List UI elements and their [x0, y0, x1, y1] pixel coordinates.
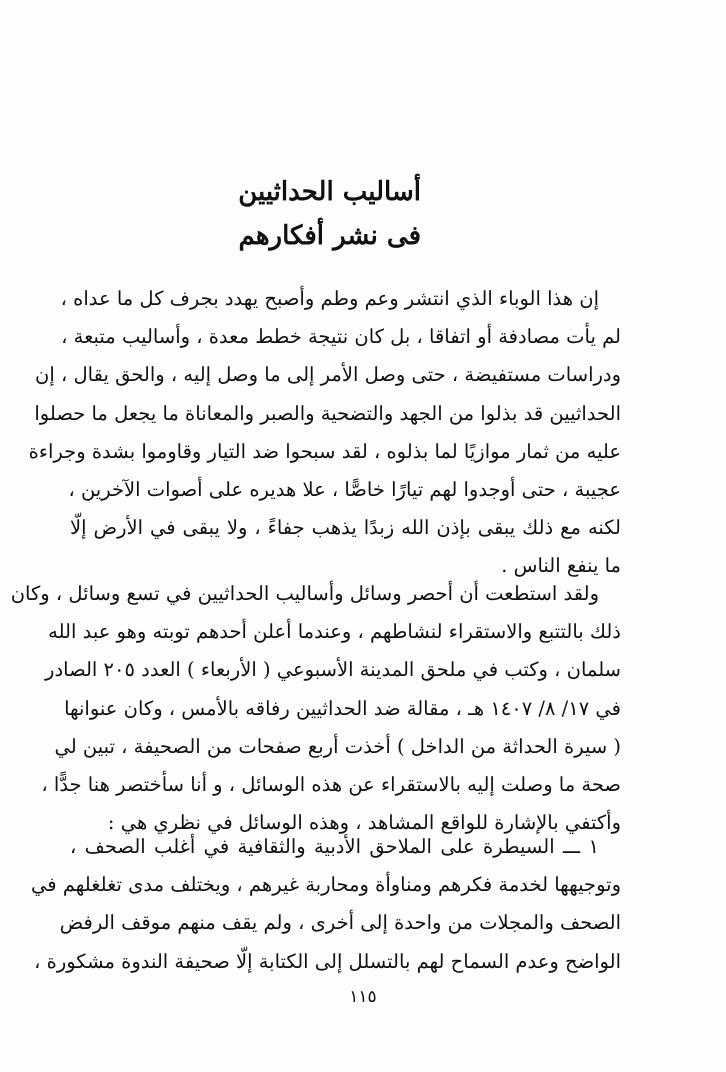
- text-line: إن هذا الوباء الذي انتشر وعم وطم وأصبح يهدد بجرف كل ما عداه ،: [60, 287, 599, 310]
- paragraph-3: [31, 828, 621, 981]
- text-line: عليه من ثمار موازيًا لما بذلوه ، لقد سبحوا ضد التيار وقاوموا بشدة وجراءة: [28, 439, 621, 463]
- text-line: ولقد استطعت أن أحصر وسائل وأساليب الحداثيين في تسع وسائل ، وكان: [10, 582, 599, 605]
- chapter-title: [161, 170, 421, 258]
- paragraph-2: [10, 575, 621, 842]
- text-line: وأكتفي بالإشارة للواقع المشاهد ، وهذه الوسائل في نظري هي :: [107, 811, 621, 835]
- chapter-title-line-1: أساليب الحداثيين: [238, 177, 421, 207]
- text-line: في ١٧/ ٨/ ١٤٠٧ هـ ، مقالة ضد الحداثيين رفاقه بالأمس ، وكان عنوانها: [64, 696, 621, 720]
- text-line: لكنه مع ذلك يبقى بإذن الله زبدًا يذهب جفاءً ، ولا يبقى في الأرض إلّا: [70, 516, 621, 540]
- text-line: ودراسات مستفيضة ، حتى وصل الأمر إلى ما وصل إليه ، والحق يقال ، إن: [35, 363, 621, 387]
- text-line: ذلك بالتتبع والاستقراء لنشاطهم ، وعندما أعلن أحدهم توبته وهو عبد الله: [48, 620, 621, 644]
- text-line: صحة ما وصلت إليه بالاستقراء عن هذه الوسائل ، و أنا سأختصر هنا جدًّا ،: [41, 772, 621, 796]
- text-line: عجيبة ، حتى أوجدوا لهم تيارًا خاصًّا ، علا هديره على أصوات الآخرين ،: [68, 477, 621, 501]
- text-line: ( سيرة الحداثة من الداخل ) أخذت أربع صفحات من الصحيفة ، تبين لي: [54, 734, 621, 758]
- paragraph-1: [28, 280, 621, 586]
- text-line: ١ ـــ السيطرة على الملاحق الأدبية والثقافية في أغلب الصحف ،: [70, 835, 599, 858]
- chapter-title-line-2: فى نشر أفكارهم: [238, 221, 421, 251]
- text-line: الحداثيين قد بذلوا من الجهد والتضحية والصبر والمعاناة ما يجعل ما حصلوا: [34, 401, 621, 425]
- text-line: لم يأت مصادفة أو اتفاقا ، بل كان نتيجة خطط معدة ، وأساليب متبعة ،: [61, 325, 621, 349]
- text-line: سلمان ، وكتب في ملحق المدينة الأسبوعي ( الأربعاء ) العدد ٢٠٥ الصادر: [45, 658, 621, 682]
- page-number: ١١٥: [349, 987, 377, 1007]
- text-line: وتوجيهها لخدمة فكرهم ومناوأة ومحاربة غيرهم ، ويختلف مدى تغلغلهم في: [31, 873, 621, 897]
- text-line: الواضح وعدم السماح لهم بالتسلل إلى الكتابة إلّا صحيفة الندوة مشكورة ،: [34, 949, 621, 973]
- text-line: ما ينفع الناس .: [501, 554, 621, 578]
- text-line: الصحف والمجلات من واحدة إلى أخرى ، ولم يقف منهم موقف الرفض: [59, 911, 621, 935]
